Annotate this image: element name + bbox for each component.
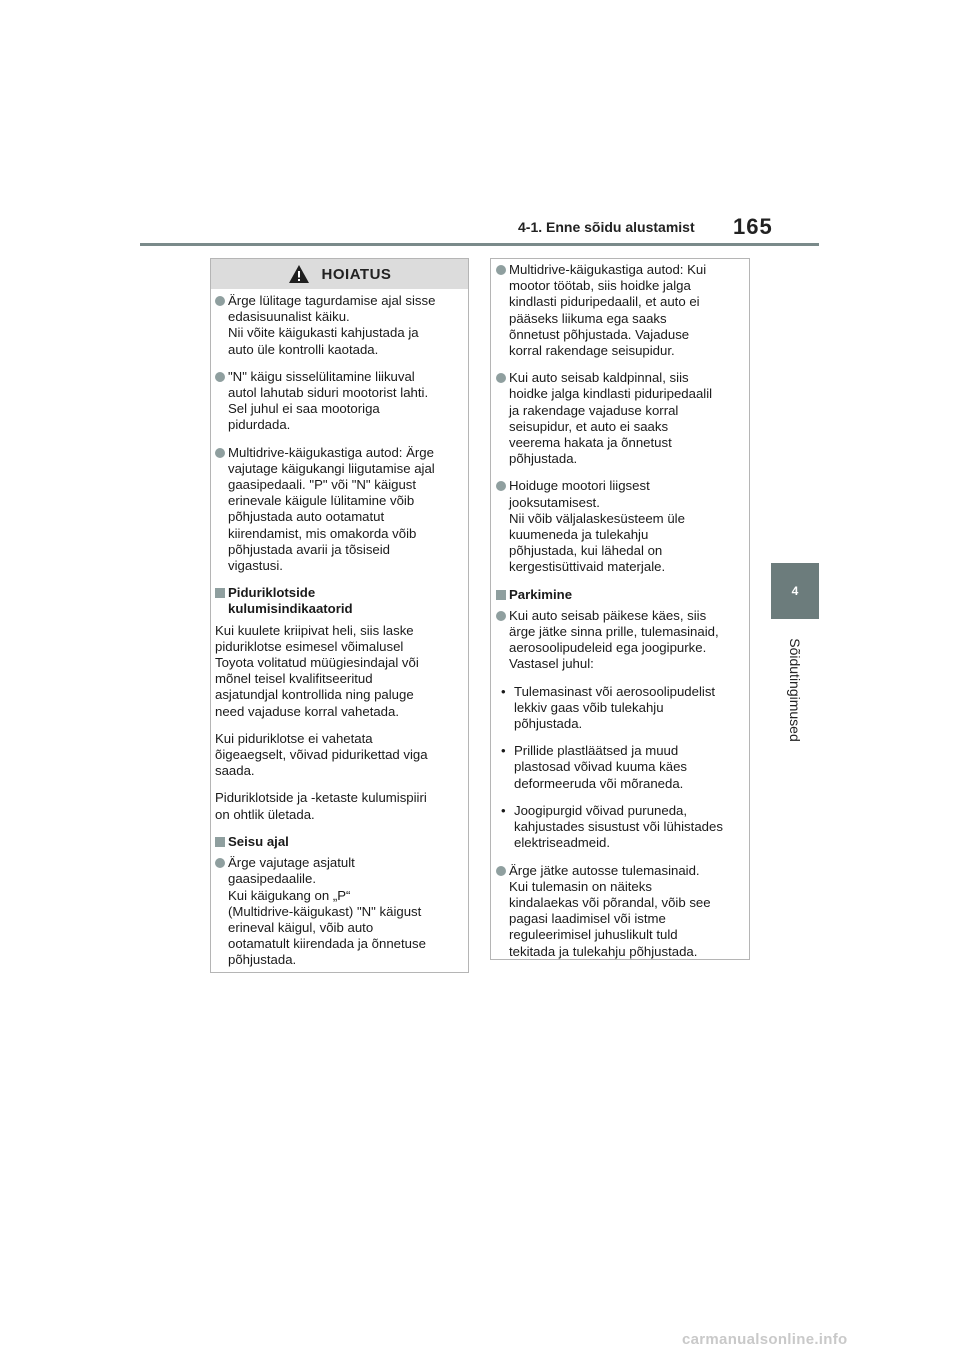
list-item: Multidrive-käigukastiga autod: Ärge vajutage käigukangi liigutamise ajal gaasipedaali. "P" või "N" käigust erinevale käigule lülitamine võib põhjustada auto ootamatut kiirendamist, mis omakorda võib põhjustada avarii ja tõsiseid vigastusi. bbox=[215, 445, 460, 575]
bullet-icon bbox=[496, 611, 506, 621]
square-bullet-icon bbox=[496, 590, 506, 600]
chapter-title: Sõidutingimused bbox=[787, 638, 803, 742]
chapter-number: 4 bbox=[791, 584, 799, 598]
dot-bullet-icon: • bbox=[501, 683, 506, 699]
square-bullet-icon bbox=[215, 837, 225, 847]
section-title: 4-1. Enne sõidu alustamist bbox=[518, 219, 695, 235]
bullet-icon bbox=[496, 265, 506, 275]
bullet-icon bbox=[496, 866, 506, 876]
sub-list-item: • Tulemasinast või aerosoolipudelist lekkiv gaas võib tulekahju põhjustada. bbox=[501, 683, 716, 732]
warning-title: HOIATUS bbox=[321, 265, 392, 283]
bullet-icon bbox=[215, 858, 225, 868]
warning-box bbox=[210, 258, 469, 973]
list-item: Kui auto seisab päikese käes, siis ärge jätke sinna prille, tulemasinaid, aerosoolipudeleid ega joogipurke. Vastasel juhul: bbox=[496, 608, 741, 673]
bullet-icon bbox=[496, 481, 506, 491]
list-item: Ärge jätke autosse tulemasinaid. Kui tulemasin on näiteks kindalaekas või põrandal, võib see pagasi laadimisel või istme reguleerimisel juhuslikult tuld tekitada ja tulekahju põhjustada. bbox=[496, 863, 741, 960]
bullet-icon bbox=[215, 296, 225, 306]
list-item: "N" käigu sisselülitamine liikuval autol lahutab siduri mootorist lahti. Sel juhul ei saa mootoriga pidurdada. bbox=[215, 369, 460, 434]
sub-list-item: • Prillide plastläätsed ja muud plastosad võivad kuuma käes deformeeruda või mõraneda. bbox=[501, 743, 688, 791]
paragraph: Kui kuulete kriipivat heli, siis laske piduriklotse esimesel võimalusel Toyota volitatud müügiesindajal või mõnel teisel kvalifitseeritud asjatundjal kontrollida ning paluge need vajaduse korral vahetada. bbox=[215, 622, 419, 719]
list-item: Multidrive-käigukastiga autod: Kui mootor töötab, siis hoidke jalga kindlasti piduripedaalil, et auto ei pääseks liikuma ega saaks õnnetust põhjustada. Vajaduse korral rakendage seisupidur. bbox=[496, 262, 741, 359]
header-divider bbox=[140, 243, 819, 246]
list-item: Hoiduge mootori liigsest jooksutamisest. Nii võib väljalaskesüsteem üle kuumeneda ja tulekahju põhjustada, kui lähedal on kergestisüttivaid materjale. bbox=[496, 478, 741, 575]
chapter-tab[interactable] bbox=[771, 563, 819, 619]
dot-bullet-icon: • bbox=[501, 743, 506, 759]
bullet-icon bbox=[496, 373, 506, 383]
warning-header bbox=[211, 259, 468, 289]
square-bullet-icon bbox=[215, 588, 225, 598]
list-item: Ärge vajutage asjatult gaasipedaalile. Kui käigukang on „P“ (Multidrive-käigukast) "N" käigust erineval käigul, võib auto ootamatult kiirendada ja õnnetuse põhjustada. bbox=[215, 855, 460, 968]
watermark: carmanualsonline.info bbox=[682, 1331, 848, 1348]
section-heading-stopped: Seisu ajal bbox=[215, 834, 460, 850]
section-heading-brakes: Piduriklotside kulumisindikaatorid bbox=[215, 585, 460, 617]
list-item: Kui auto seisab kaldpinnal, siis hoidke jalga kindlasti piduripedaalil ja rakendage vajaduse korral seisupidur, et auto ei saaks veerema hakata ja õnnetust põhjustada. bbox=[496, 370, 741, 467]
bullet-icon bbox=[215, 448, 225, 458]
section-heading-parking: Parkimine bbox=[496, 587, 741, 603]
bullet-icon bbox=[215, 372, 225, 382]
warning-triangle-icon bbox=[288, 264, 310, 284]
paragraph: Kui piduriklotse ei vahetata õigeaegselt, võivad pidurikettad viga saada. bbox=[215, 730, 428, 779]
sub-list-item: • Joogipurgid võivad puruneda, kahjustades sisustust või lühistades elektriseadmeid. bbox=[501, 802, 723, 851]
page-number: 165 bbox=[733, 214, 773, 239]
dot-bullet-icon: • bbox=[501, 802, 506, 818]
paragraph: Piduriklotside ja -ketaste kulumispiiri on ohtlik ületada. bbox=[215, 790, 427, 822]
list-item: Ärge lülitage tagurdamise ajal sisse edasisuunalist käiku. Nii võite käigukasti kahjustada ja auto üle kontrolli kaotada. bbox=[215, 293, 460, 358]
warning-box-continued bbox=[490, 258, 750, 960]
